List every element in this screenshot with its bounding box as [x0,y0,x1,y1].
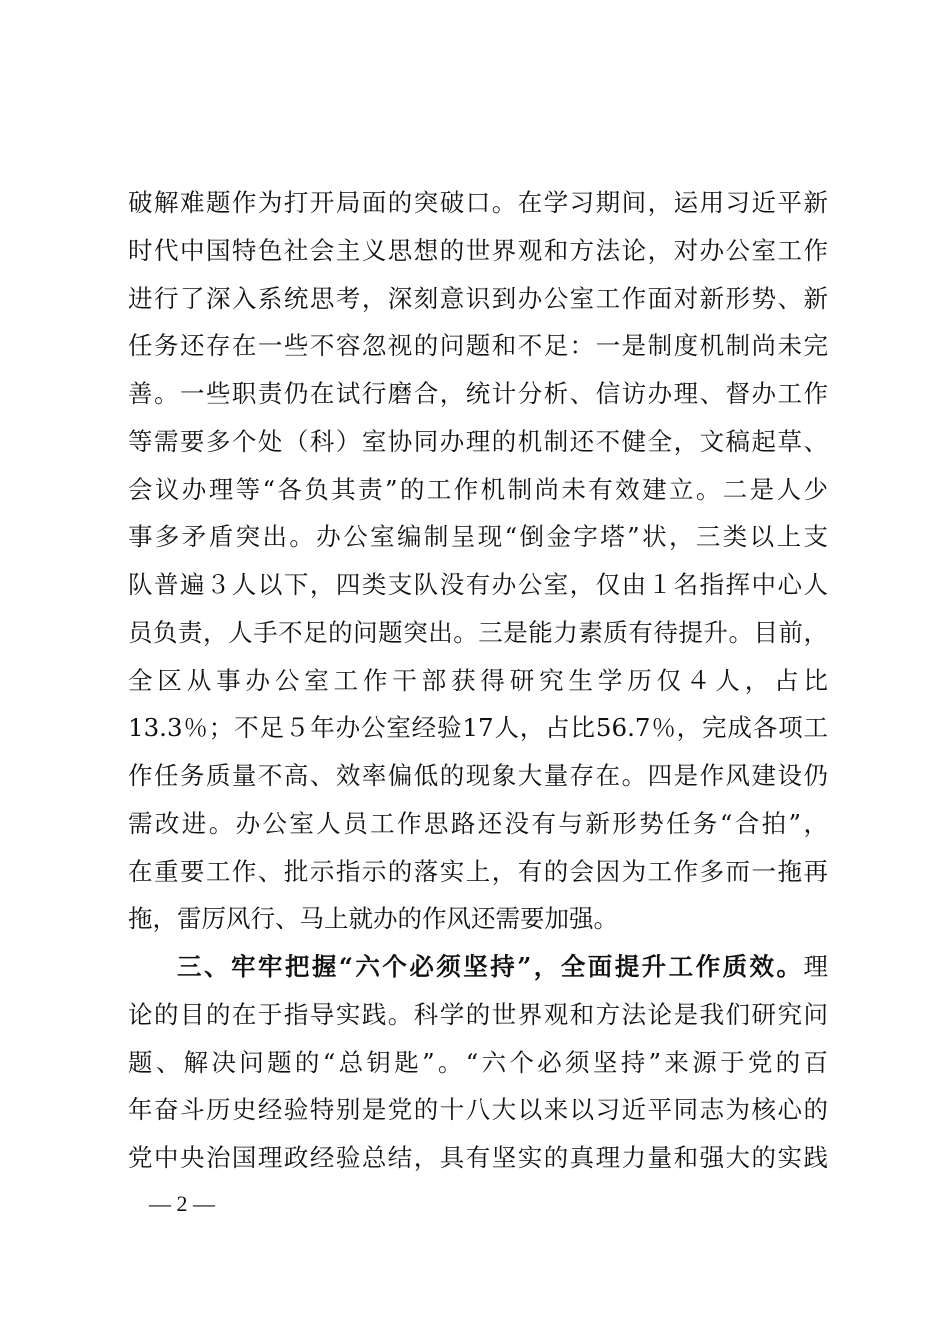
section-heading: 三、牢牢把握“六个必须坚持”，全面提升工作质效。 [177,952,804,981]
text-line: 全区从事办公室工作干部获得研究生学历仅４人，占比 [128,665,828,695]
text-line: 在重要工作、批示指示的落实上，有的会因为工作多而一拖再 [128,856,828,886]
heading-line [128,943,828,991]
text-line: 拖，雷厉风行、马上就办的作风还需要加强。 [128,904,618,934]
text-line: 进行了深入系统思考，深刻意识到办公室工作面对新形势、新 [128,283,828,313]
text-line: 破解难题作为打开局面的突破口。在学习期间，运用习近平新 [128,188,828,217]
paragraph-2 [128,943,828,1182]
text-line: 作任务质量不高、效率偏低的现象大量存在。四是作风建设仍 [128,761,828,790]
text-line: 13.3％；不足５年办公室经验17人，占比56.7％，完成各项工 [128,713,828,743]
text-line: 党中央治国理政经验总结，具有坚实的真理力量和强大的实践 [128,1143,828,1172]
text-line: 论的目的在于指导实践。科学的世界观和方法论是我们研究问 [128,999,828,1029]
paragraph-1 [128,179,828,943]
text-line: 队普遍３人以下，四类支队没有办公室，仅由１名指挥中心人 [128,570,828,599]
text-line: 等需要多个处（科）室协同办理的机制还不健全，文稿起草、 [128,426,828,456]
text-line: 任务还存在一些不容忽视的问题和不足：一是制度机制尚未完 [128,331,828,361]
text-line: 需改进。办公室人员工作思路还没有与新形势任务“合拍”， [128,808,828,838]
text-line: 题、解决问题的“总钥匙”。“六个必须坚持”来源于党的百 [128,1047,828,1077]
text-line: 事多矛盾突出。办公室编制呈现“倒金字塔”状，三类以上支 [128,522,828,552]
document-body [128,179,828,1182]
heading-line-rest: 理 [803,952,828,981]
page-number: — 2 — [149,1191,215,1216]
text-line: 员负责，人手不足的问题突出。三是能力素质有待提升。目前， [128,617,828,647]
text-line: 年奋斗历史经验特别是党的十八大以来以习近平同志为核心的 [128,1095,828,1125]
text-line: 善。一些职责仍在试行磨合，统计分析、信访办理、督办工作 [128,379,828,408]
text-line: 会议办理等“各负其责”的工作机制尚未有效建立。二是人少 [128,474,828,504]
text-line: 时代中国特色社会主义思想的世界观和方法论，对办公室工作 [128,235,828,265]
